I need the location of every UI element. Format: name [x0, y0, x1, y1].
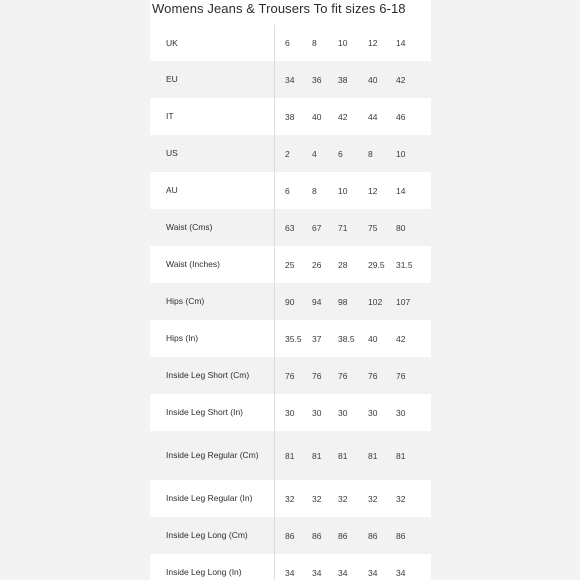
table-cell: 32 — [338, 493, 348, 504]
table-cell: 46 — [396, 111, 406, 122]
table-cell: 42 — [396, 333, 406, 344]
table-cell: 107 — [396, 296, 411, 307]
table-row — [150, 320, 431, 357]
row-label: Inside Leg Regular (In) — [150, 480, 275, 517]
size-table — [150, 25, 431, 580]
row-label: AU — [150, 172, 275, 209]
table-row — [150, 357, 431, 394]
table-cell: 90 — [285, 296, 295, 307]
table-cell: 81 — [285, 450, 295, 461]
row-label: Inside Leg Long (Cm) — [150, 517, 275, 554]
table-cell: 81 — [338, 450, 348, 461]
table-cell: 25 — [285, 259, 295, 270]
table-cell: 31.5 — [396, 259, 413, 270]
table-cell: 8 — [312, 185, 317, 196]
table-cell: 38 — [285, 111, 295, 122]
table-cell: 29.5 — [368, 259, 385, 270]
table-cell: 10 — [396, 148, 406, 159]
table-cell: 40 — [368, 74, 378, 85]
table-cell: 86 — [285, 530, 295, 541]
row-label: US — [150, 135, 275, 172]
table-cell: 30 — [285, 407, 295, 418]
table-cell: 8 — [368, 148, 373, 159]
table-cell: 30 — [368, 407, 378, 418]
table-cell: 34 — [285, 74, 295, 85]
table-cell: 34 — [312, 567, 322, 578]
table-cell: 28 — [338, 259, 348, 270]
table-cell: 8 — [312, 38, 317, 48]
table-cell: 12 — [368, 38, 378, 48]
table-cell: 34 — [396, 567, 406, 578]
table-cell: 81 — [396, 450, 406, 461]
table-row — [150, 246, 431, 283]
table-cell: 42 — [338, 111, 348, 122]
table-cell: 76 — [338, 370, 348, 381]
table-cell: 81 — [312, 450, 322, 461]
row-label: IT — [150, 98, 275, 135]
table-cell: 6 — [338, 148, 343, 159]
table-cell: 32 — [285, 493, 295, 504]
table-cell: 75 — [368, 222, 378, 233]
row-label: Hips (Cm) — [150, 283, 275, 320]
table-cell: 40 — [312, 111, 322, 122]
table-row — [150, 283, 431, 320]
table-cell: 34 — [285, 567, 295, 578]
table-row — [150, 98, 431, 135]
table-cell: 34 — [338, 567, 348, 578]
table-cell: 26 — [312, 259, 322, 270]
table-row — [150, 172, 431, 209]
table-cell: 32 — [396, 493, 406, 504]
table-cell: 6 — [285, 185, 290, 196]
table-row — [150, 431, 431, 480]
table-cell: 30 — [312, 407, 322, 418]
table-row — [150, 517, 431, 554]
row-label: Hips (In) — [150, 320, 275, 357]
table-cell: 81 — [368, 450, 378, 461]
table-cell: 63 — [285, 222, 295, 233]
table-cell: 38.5 — [338, 333, 355, 344]
table-cell: 10 — [338, 38, 348, 48]
row-label: UK — [150, 25, 275, 61]
table-cell: 42 — [396, 74, 406, 85]
table-cell: 76 — [368, 370, 378, 381]
table-row — [150, 135, 431, 172]
row-label: Inside Leg Short (In) — [150, 394, 275, 431]
table-cell: 34 — [368, 567, 378, 578]
table-cell: 86 — [368, 530, 378, 541]
table-cell: 94 — [312, 296, 322, 307]
row-label: Inside Leg Long (In) — [150, 554, 275, 580]
table-cell: 14 — [396, 185, 406, 196]
table-cell: 76 — [312, 370, 322, 381]
row-label: Inside Leg Short (Cm) — [150, 357, 275, 394]
table-cell: 30 — [396, 407, 406, 418]
table-cell: 80 — [396, 222, 406, 233]
table-cell: 76 — [285, 370, 295, 381]
table-cell: 12 — [368, 185, 378, 196]
table-cell: 36 — [312, 74, 322, 85]
row-label: Waist (Cms) — [150, 209, 275, 246]
page-title: Womens Jeans & Trousers To fit sizes 6-18 — [152, 1, 406, 16]
table-row — [150, 61, 431, 98]
table-row — [150, 480, 431, 517]
table-cell: 6 — [285, 38, 290, 48]
table-cell: 32 — [312, 493, 322, 504]
table-cell: 86 — [312, 530, 322, 541]
table-cell: 4 — [312, 148, 317, 159]
table-row — [150, 554, 431, 580]
table-cell: 40 — [368, 333, 378, 344]
table-cell: 30 — [338, 407, 348, 418]
table-cell: 35.5 — [285, 333, 302, 344]
row-label: EU — [150, 61, 275, 98]
table-cell: 32 — [368, 493, 378, 504]
table-cell: 71 — [338, 222, 348, 233]
table-row — [150, 25, 431, 61]
table-cell: 37 — [312, 333, 322, 344]
table-cell: 67 — [312, 222, 322, 233]
row-label: Waist (Inches) — [150, 246, 275, 283]
table-cell: 76 — [396, 370, 406, 381]
table-cell: 86 — [396, 530, 406, 541]
table-cell: 86 — [338, 530, 348, 541]
table-cell: 44 — [368, 111, 378, 122]
table-row — [150, 209, 431, 246]
table-cell: 14 — [396, 38, 406, 48]
table-cell: 10 — [338, 185, 348, 196]
table-cell: 98 — [338, 296, 348, 307]
table-row — [150, 394, 431, 431]
row-label: Inside Leg Regular (Cm) — [150, 431, 275, 480]
table-cell: 102 — [368, 296, 383, 307]
table-cell: 38 — [338, 74, 348, 85]
table-cell: 2 — [285, 148, 290, 159]
